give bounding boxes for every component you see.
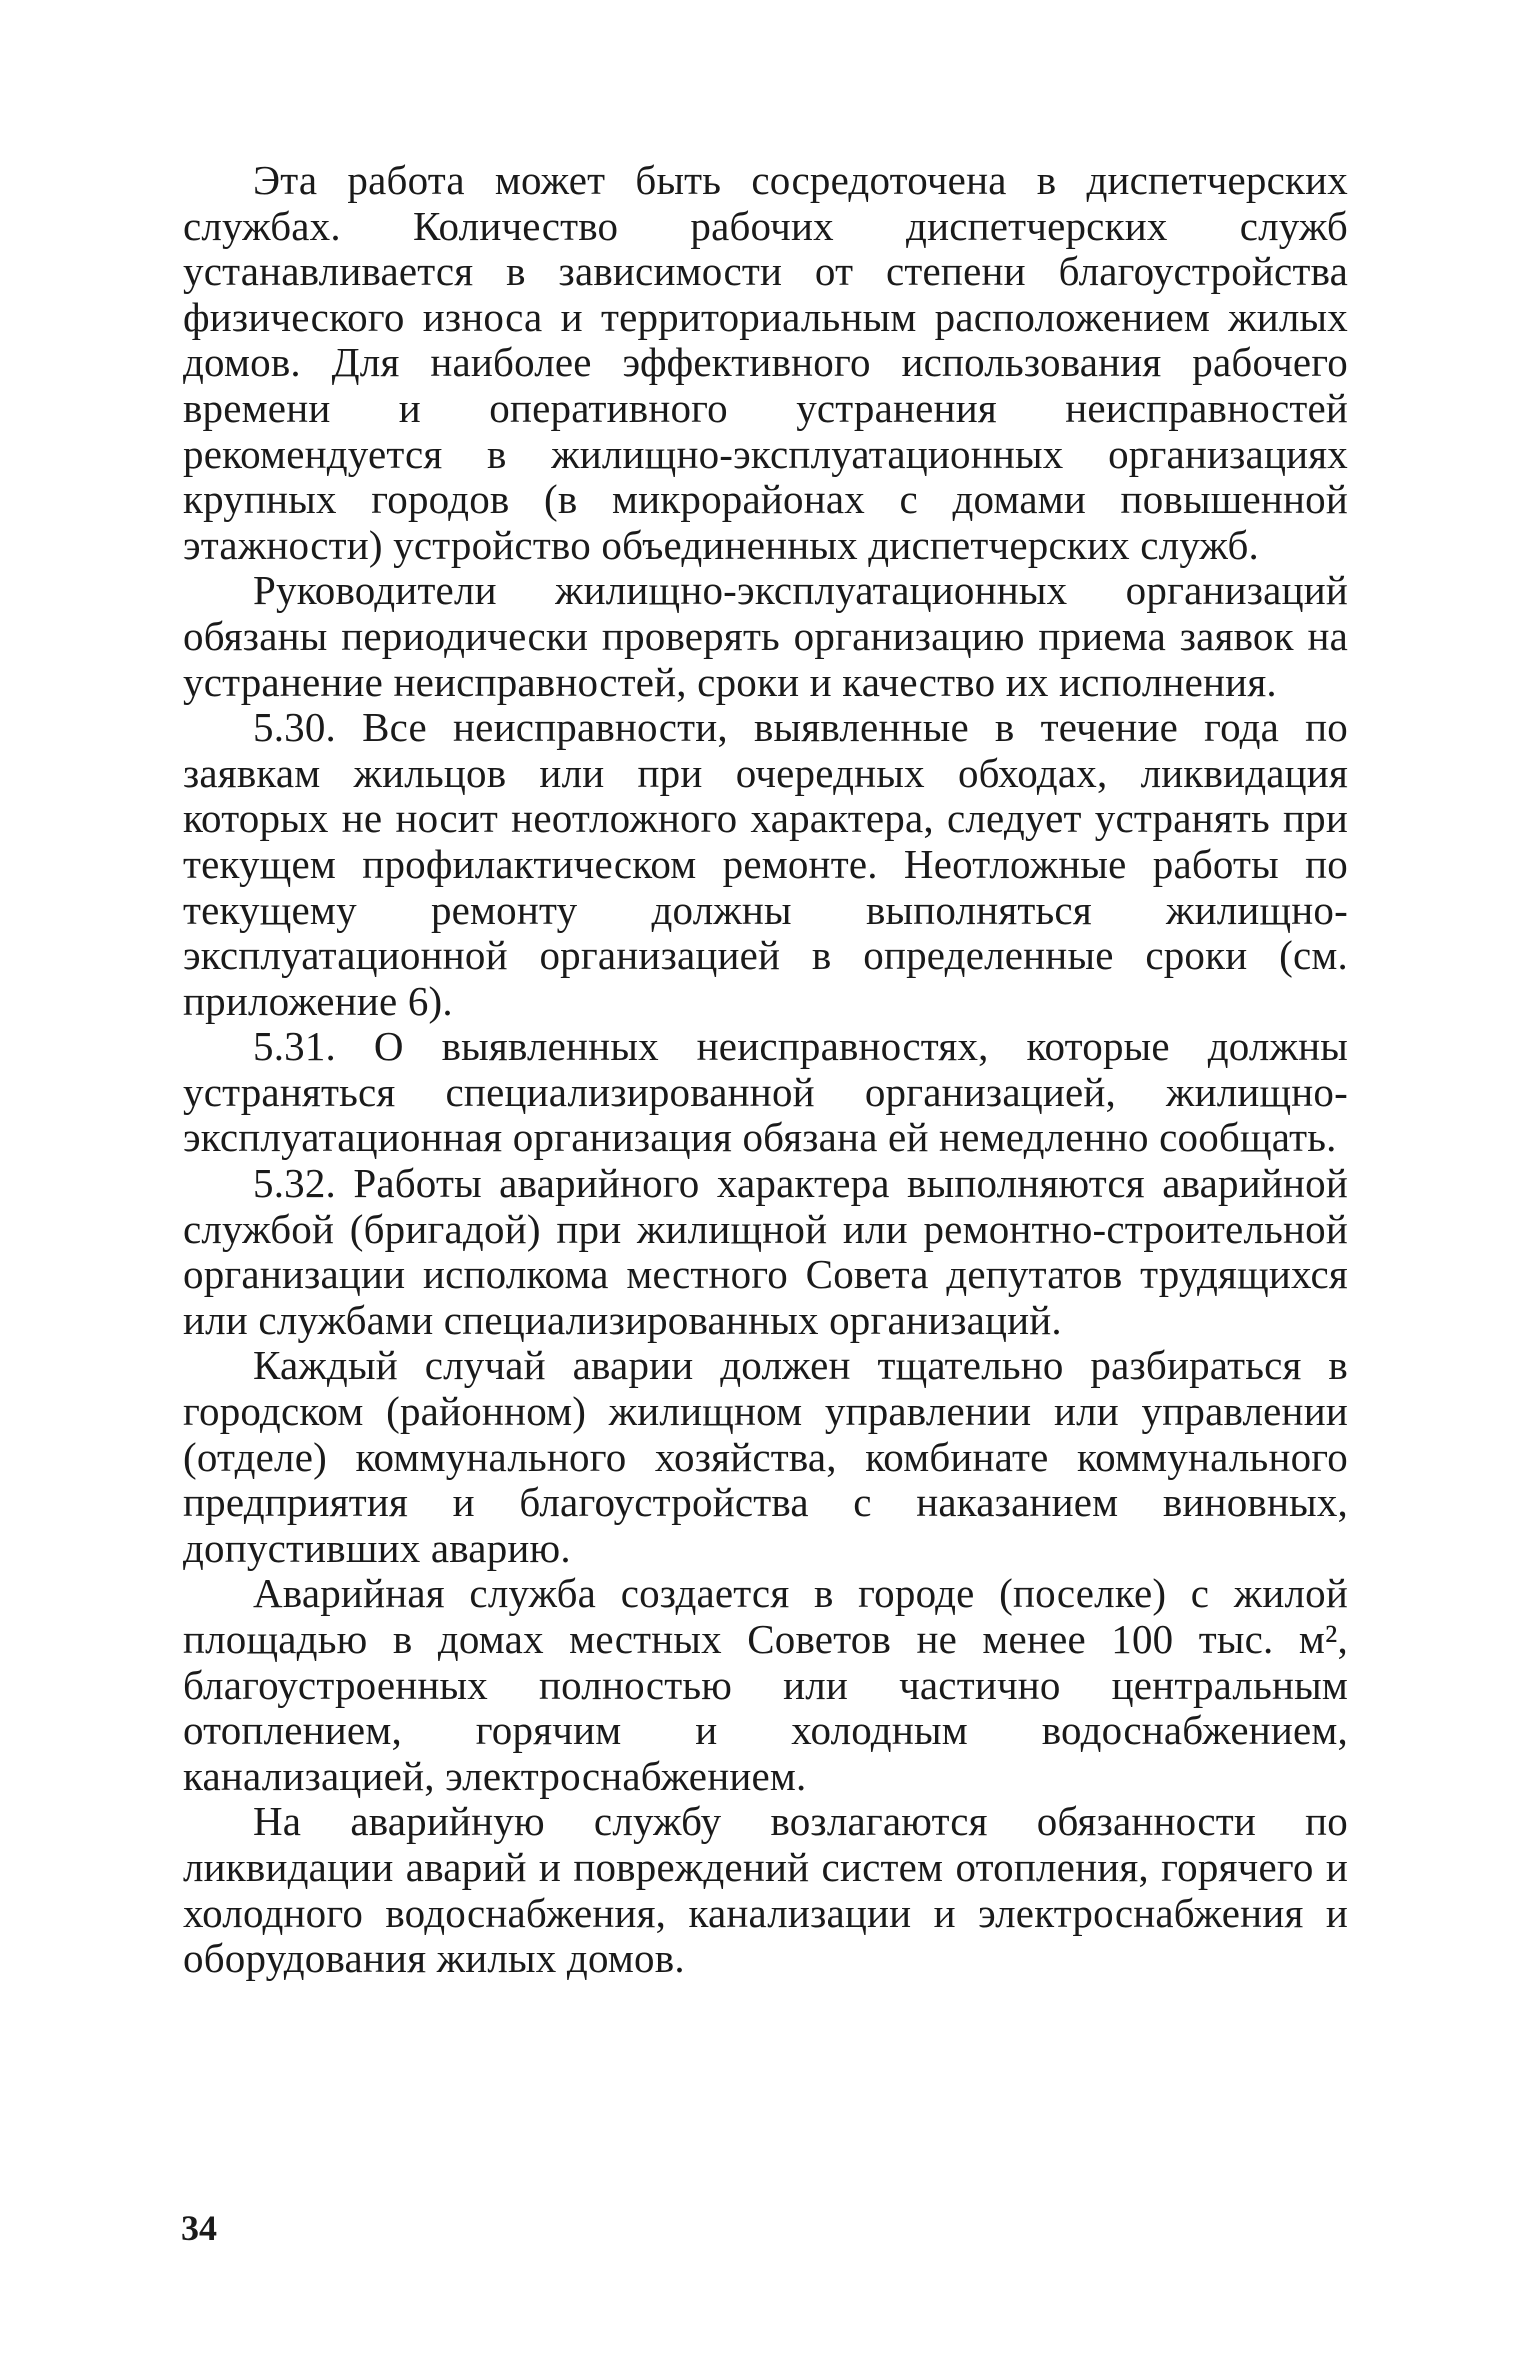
paragraph-dispatch-services: Эта работа может быть сосредоточена в диспетчерских службах. Количество рабочих диспетчерских служб устанавливается в зависимости от степени благоустройства физического износа и территориальным расположением жилых домов. Для наиболее эффективного использования рабочего времени и оперативного устранения неисправностей рекомендуется в жилищно-эксплуатационных организациях крупных городов (в микрорайонах с домами повышенной этажности) устройство объединенных диспетчерских служб. — [183, 157, 1348, 568]
paragraph-clause-5-32: 5.32. Работы аварийного характера выполняются аварийной службой (бригадой) при жилищной или ремонтно-строительной организации исполкома местного Совета депутатов трудящихся или службами специализированных организаций. — [183, 1160, 1348, 1343]
paragraph-clause-5-31: 5.31. О выявленных неисправностях, которые должны устраняться специализированной организацией, жилищно-эксплуатационная организация обязана ей немедленно сообщать. — [183, 1023, 1348, 1161]
paragraph-accident-review: Каждый случай аварии должен тщательно разбираться в городском (районном) жилищном управлении или управлении (отделе) коммунального хозяйства, комбинате коммунального предприятия и благоустройства с наказанием виновных, допустивших аварию. — [183, 1342, 1348, 1571]
body-text — [183, 158, 1348, 1982]
paragraph-emergency-service-duties: На аварийную службу возлагаются обязанности по ликвидации аварий и повреждений систем отопления, горячего и холодного водоснабжения, канализации и электроснабжения и оборудования жилых домов. — [183, 1798, 1348, 1982]
paragraph-clause-5-30: 5.30. Все неисправности, выявленные в течение года по заявкам жильцов или при очередных обходах, ликвидация которых не носит неотложного характера, следует устранять при текущем профилактическом ремонте. Неотложные работы по текущему ремонту должны выполняться жилищно-эксплуатационной организацией в определенные сроки (см. приложение 6). — [183, 704, 1348, 1024]
paragraph-managers-duties: Руководители жилищно-эксплуатационных организаций обязаны периодически проверять организацию приема заявок на устранение неисправностей, сроки и качество их исполнения. — [183, 567, 1348, 705]
page-number: 34 — [181, 2208, 217, 2248]
paragraph-emergency-service-creation: Аварийная служба создается в городе (поселке) с жилой площадью в домах местных Советов не менее 100 тыс. м², благоустроенных полностью или частично центральным отоплением, горячим и холодным водоснабжением, канализацией, электроснабжением. — [183, 1570, 1348, 1799]
